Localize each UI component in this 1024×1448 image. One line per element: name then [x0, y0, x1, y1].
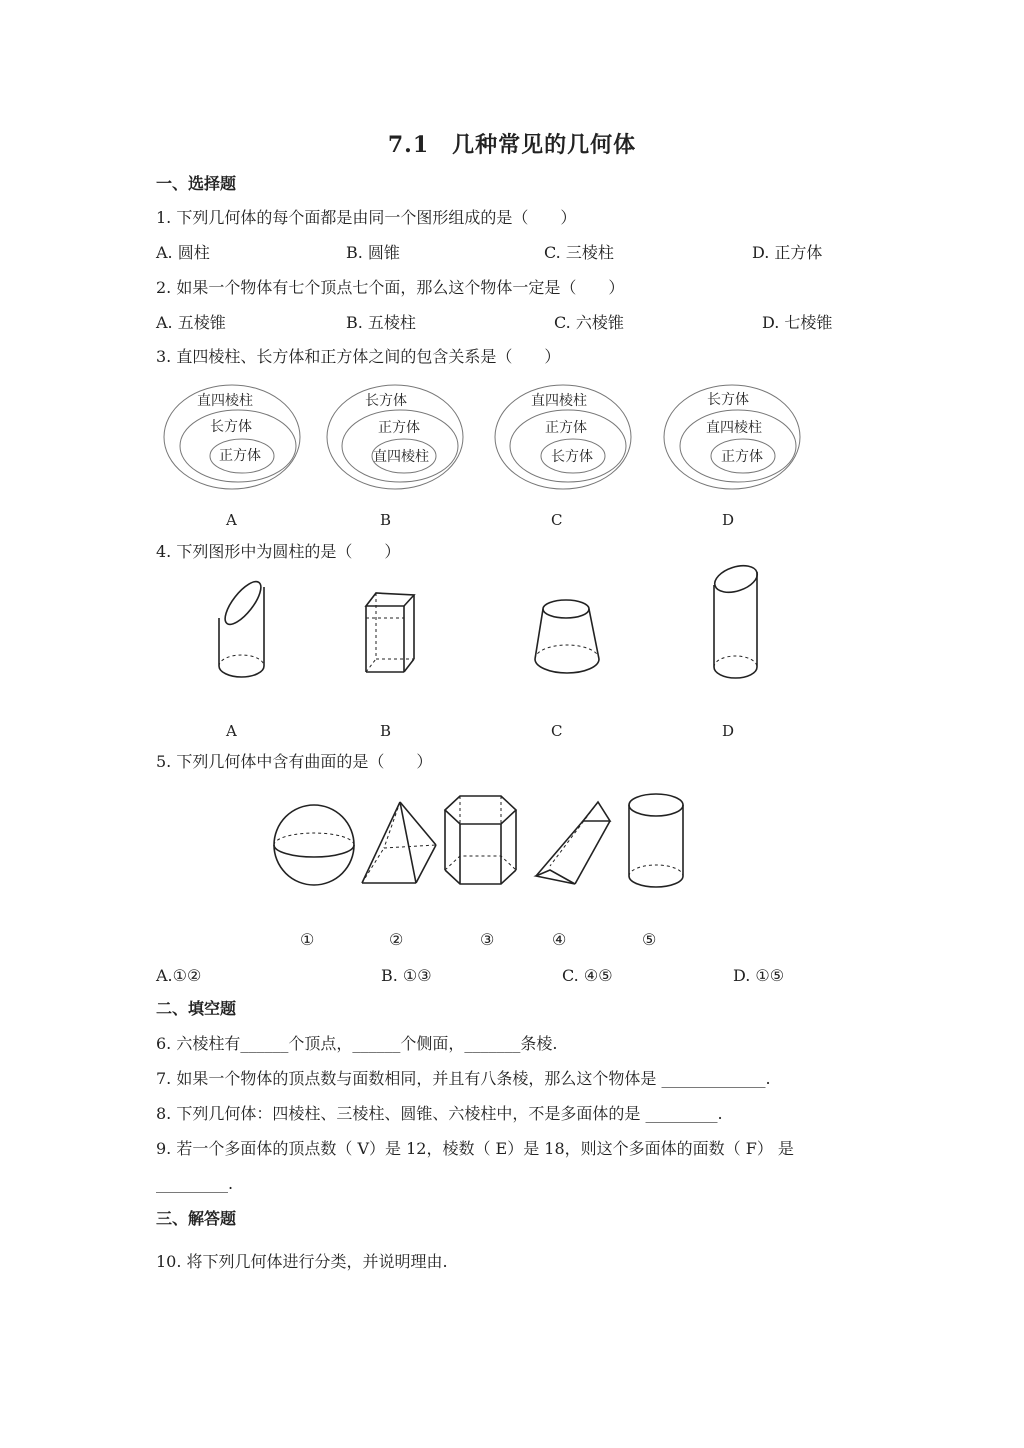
question-3-stem: 3. 直四棱柱、长方体和正方体之间的包含关系是（ ） — [156, 347, 561, 366]
q5-shape-label-2: ② — [389, 930, 404, 949]
q3-c-inner-label: 长方体 — [551, 449, 593, 465]
q1-option-c: C. 三棱柱 — [544, 243, 614, 262]
q5-shape-label-3: ③ — [480, 930, 495, 949]
q2-option-d: D. 七棱锥 — [762, 313, 833, 332]
q3-a-middle-label: 长方体 — [210, 419, 252, 435]
section-heading-choice: 一、选择题 — [156, 174, 237, 193]
q4-label-d: D — [722, 722, 735, 740]
q3-b-middle-label: 正方体 — [378, 420, 420, 436]
q5-option-a: A.①② — [156, 966, 202, 985]
q3-b-inner-label: 直四棱柱 — [373, 449, 429, 465]
q5-figure-5-cylinder — [629, 794, 683, 887]
q3-label-c: C — [551, 511, 563, 529]
q3-label-a: A — [226, 511, 237, 529]
section-heading-answer: 三、解答题 — [156, 1209, 237, 1228]
q3-d-middle-label: 直四棱柱 — [706, 420, 762, 436]
q3-b-outer-label: 长方体 — [365, 393, 407, 409]
question-9-line1: 9. 若一个多面体的顶点数（ V）是 12，棱数（ E）是 18，则这个多面体的面数（ F） 是 — [156, 1139, 794, 1158]
q5-option-b: B. ①③ — [381, 966, 432, 985]
question-10: 10. 将下列几何体进行分类，并说明理由. — [156, 1252, 448, 1271]
q3-c-outer-label: 直四棱柱 — [531, 393, 587, 409]
q5-figure-2-pyramid — [362, 802, 436, 883]
q2-option-a: A. 五棱锥 — [156, 313, 226, 332]
q2-option-b: B. 五棱柱 — [346, 313, 416, 332]
q1-option-b: B. 圆锥 — [346, 243, 400, 262]
question-7: 7. 如果一个物体的顶点数与面数相同，并且有八条棱，那么这个物体是 _____________. — [156, 1069, 771, 1088]
q5-shape-label-1: ① — [300, 930, 315, 949]
q3-a-inner-label: 正方体 — [219, 448, 261, 464]
question-9-line2: _________. — [156, 1174, 234, 1193]
q5-figure-3-hexagonal-prism — [445, 796, 516, 884]
q5-figure-1-sphere — [274, 805, 354, 885]
q3-label-d: D — [722, 511, 735, 529]
q1-option-d: D. 正方体 — [752, 243, 823, 262]
question-6: 6. 六棱柱有______个顶点，______个侧面，_______条棱. — [156, 1034, 558, 1053]
question-4-stem: 4. 下列图形中为圆柱的是（ ） — [156, 542, 401, 561]
q3-label-b: B — [380, 511, 392, 529]
q5-shape-label-5: ⑤ — [642, 930, 657, 949]
q4-label-a: A — [226, 722, 237, 740]
q3-d-outer-label: 长方体 — [707, 392, 749, 408]
q3-d-inner-label: 正方体 — [721, 449, 763, 465]
q3-a-outer-label: 直四棱柱 — [197, 393, 253, 409]
q5-option-d: D. ①⑤ — [733, 966, 785, 985]
q2-option-c: C. 六棱锥 — [554, 313, 624, 332]
question-2-stem: 2. 如果一个物体有七个顶点七个面，那么这个物体一定是（ ） — [156, 278, 625, 297]
q1-option-a: A. 圆柱 — [156, 243, 210, 262]
q4-label-c: C — [551, 722, 563, 740]
question-5-stem: 5. 下列几何体中含有曲面的是（ ） — [156, 752, 433, 771]
q3-c-middle-label: 正方体 — [545, 420, 587, 436]
q5-shape-label-4: ④ — [552, 930, 567, 949]
question-1-stem: 1. 下列几何体的每个面都是由同一个图形组成的是（ ） — [156, 208, 577, 227]
question-8: 8. 下列几何体：四棱柱、三棱柱、圆锥、六棱柱中，不是多面体的是 _________. — [156, 1104, 723, 1123]
q5-figure-4-triangular-prism — [536, 802, 610, 884]
q4-label-b: B — [380, 722, 392, 740]
page-title: 7.1 几种常见的几何体 — [387, 132, 637, 158]
q5-option-c: C. ④⑤ — [562, 966, 613, 985]
section-heading-fill: 二、填空题 — [156, 999, 237, 1018]
